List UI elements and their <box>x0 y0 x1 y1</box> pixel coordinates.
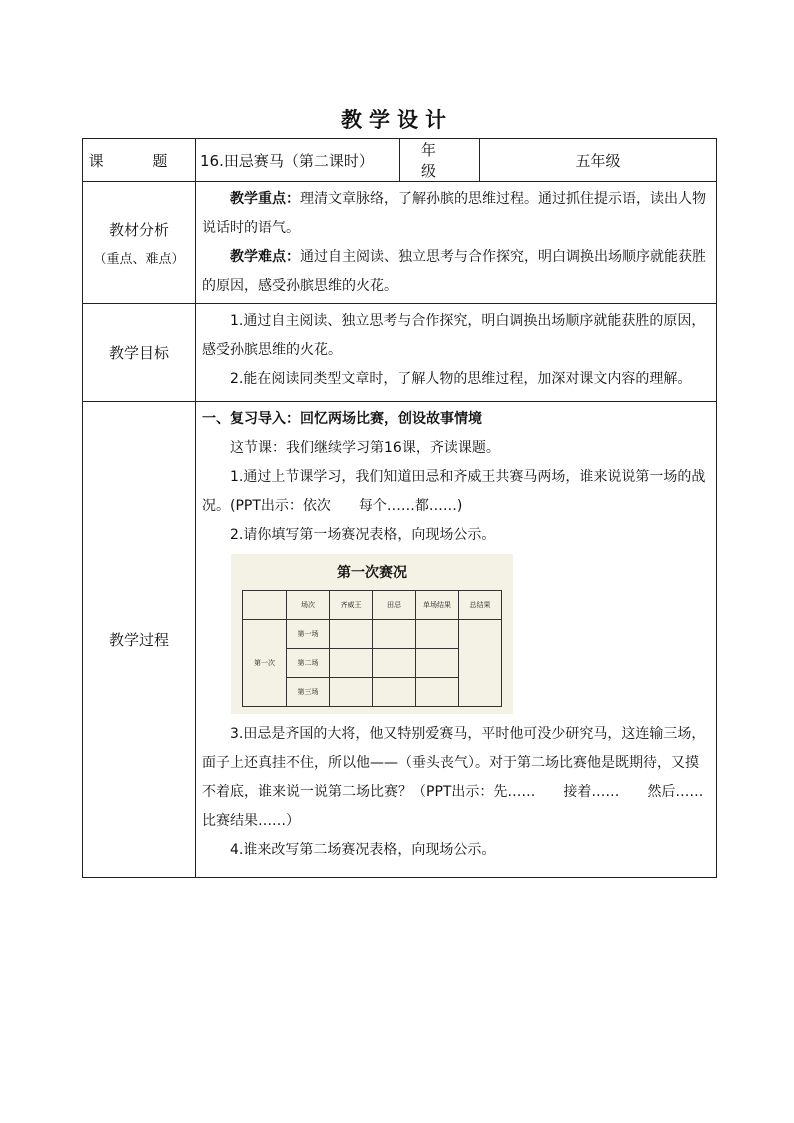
difficulty-key: 教学难点： <box>230 249 300 265</box>
process-paragraph: 4.谁来改写第二场赛况表格，向现场公示。 <box>230 842 496 858</box>
process-content <box>196 402 717 878</box>
race-group-label: 第一次 <box>243 620 287 707</box>
topic-label: 课 题 <box>83 139 196 182</box>
race-table <box>242 590 502 707</box>
objectives-row <box>83 304 717 402</box>
race-table-caption: 第一次赛况 <box>337 565 407 581</box>
analysis-content <box>196 182 717 304</box>
race-cell <box>373 678 416 707</box>
race-header-cell <box>243 591 287 620</box>
race-header-cell: 田忌 <box>373 591 416 620</box>
race-row <box>243 620 502 649</box>
race-round-label: 第二场 <box>287 649 330 678</box>
race-cell <box>416 678 459 707</box>
race-cell <box>373 649 416 678</box>
process-row <box>83 402 717 878</box>
race-header-cell: 场次 <box>287 591 330 620</box>
analysis-label-cell <box>83 182 196 304</box>
section-title <box>196 402 716 434</box>
race-cell <box>416 620 459 649</box>
topic-value: 16.田忌赛马（第二课时） <box>196 139 400 182</box>
race-header-cell: 齐威王 <box>330 591 373 620</box>
race-cell <box>330 678 373 707</box>
focus-text: 理清文章脉络，了解孙膑的思维过程。通过抓住提示语，读出人物说话时的语气。 <box>202 191 706 236</box>
objective-item: 2.能在阅读同类型文章时，了解人物的思维过程，加深对课文内容的理解。 <box>230 371 692 387</box>
grade-value: 五年级 <box>480 139 717 182</box>
race-round-label: 第三场 <box>287 678 330 707</box>
process-label: 教学过程 <box>83 402 196 878</box>
race-table-header <box>243 591 502 620</box>
section-title-text: 一、复习导入：回忆两场比赛，创设故事情境 <box>202 411 482 427</box>
objective-item: 1.通过自主阅读、独立思考与合作探究，明白调换出场顺序就能获胜的原因，感受孙膑思维的火花。 <box>202 313 706 358</box>
race-cell <box>330 649 373 678</box>
race-table-image <box>231 554 513 714</box>
focus-key: 教学重点： <box>230 191 300 207</box>
race-cell <box>373 620 416 649</box>
process-paragraph: 2.请你填写第一场赛况表格，向现场公示。 <box>230 527 496 543</box>
race-round-label: 第一场 <box>287 620 330 649</box>
race-total-cell <box>459 620 502 707</box>
objectives-label: 教学目标 <box>83 304 196 402</box>
difficulty-text: 通过自主阅读、独立思考与合作探究，明白调换出场顺序就能获胜的原因，感受孙膑思维的火花。 <box>202 249 706 294</box>
race-header-cell: 总结果 <box>459 591 502 620</box>
header-row <box>83 139 717 182</box>
focus-paragraph <box>196 182 716 243</box>
grade-label: 年 级 <box>400 139 480 182</box>
difficulty-paragraph <box>196 243 716 301</box>
race-header-cell: 单场结果 <box>416 591 459 620</box>
document-title: 教学设计 <box>341 108 453 132</box>
process-paragraph: 3.田忌是齐国的大将，他又特别爱赛马，平时他可没少研究马，这连输三场，面子上还真挂不住，所以他——（垂头丧气）。对于第二场比赛他是既期待，又摸不着底，谁来说一说第二场比赛？（PPT出示：先…… 接着…… 然后……比赛结果……） <box>202 726 706 829</box>
analysis-sub-label: （重点、难点） <box>93 251 185 267</box>
race-cell <box>330 620 373 649</box>
analysis-row <box>83 182 717 304</box>
analysis-label: 教材分析 <box>108 220 169 239</box>
process-paragraph: 1.通过上节课学习，我们知道田忌和齐威王共赛马两场，谁来说说第一场的战况。(PPT出示：依次 每个……都……) <box>202 469 706 514</box>
lesson-plan-table <box>82 138 717 878</box>
objectives-content <box>196 304 717 402</box>
race-cell <box>416 649 459 678</box>
process-paragraph: 这节课：我们继续学习第16课，齐读课题。 <box>230 440 500 456</box>
